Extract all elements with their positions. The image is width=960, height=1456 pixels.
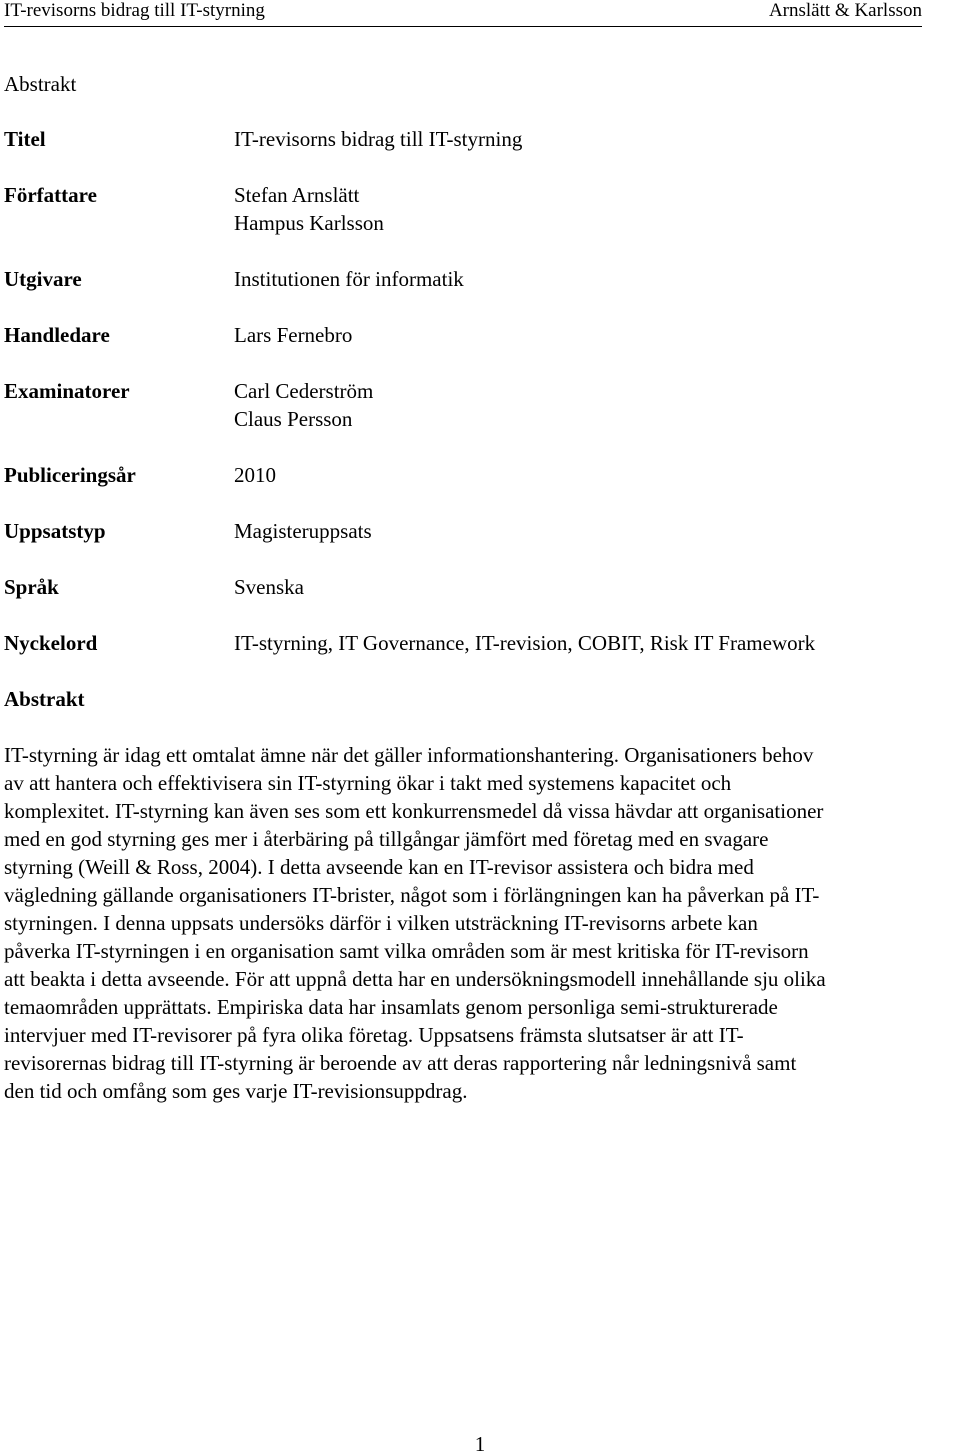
abstract-line: temaområden upprättats. Empiriska data har insamlats genom personliga semi-strukturerade — [4, 995, 778, 1019]
meta-label-nyckelord: Nyckelord — [4, 631, 98, 655]
abstract-line: revisorernas bidrag till IT-styrning är beroende av att deras rapportering når ledningsnivå samt — [4, 1051, 797, 1075]
abstract-line: IT-styrning är idag ett omtalat ämne när det gäller informationshantering. Organisationers behov — [4, 743, 814, 767]
meta-label-examinatorer: Examinatorer — [4, 379, 130, 403]
meta-label-handledare: Handledare — [4, 323, 110, 347]
meta-value-utgivare: Institutionen för informatik — [234, 267, 464, 291]
abstract-line: att beakta i detta avseende. För att uppnå detta har en undersökningsmodell innehållande sju olika — [4, 967, 826, 991]
abstract-line: vägledning gällande organisationers IT-brister, något som i förlängningen kan ha påverkan på IT- — [4, 883, 820, 907]
abstract-body — [4, 741, 956, 1105]
meta-value-handledare: Lars Fernebro — [234, 323, 353, 347]
running-header — [4, 0, 922, 27]
abstract-line: av att hantera och effektivisera sin IT-styrning ökar i takt med systemens kapacitet och — [4, 771, 732, 795]
abstract-line: intervjuer med IT-revisorer på fyra olika företag. Uppsatsens främsta slutsatser är att IT- — [4, 1023, 744, 1047]
abstract-heading: Abstrakt — [4, 687, 85, 711]
meta-value-titel: IT-revisorns bidrag till IT-styrning — [234, 127, 523, 151]
meta-value-sprak: Svenska — [234, 575, 304, 599]
meta-label-forfattare: Författare — [4, 183, 97, 207]
page-number: 1 — [474, 1432, 486, 1456]
meta-label-publiceringsar: Publiceringsår — [4, 463, 136, 487]
abstract-line: påverka IT-styrningen i en organisation samt vilka områden som är mest kritiska för IT-revisorn — [4, 939, 809, 963]
meta-label-titel: Titel — [4, 127, 46, 151]
header-authors: Arnslätt & Karlsson — [768, 0, 922, 21]
meta-value-examinatorer: Carl Cederström Claus Persson — [234, 379, 374, 431]
page-heading: Abstrakt — [4, 72, 77, 96]
meta-value-forfattare: Stefan Arnslätt Hampus Karlsson — [234, 183, 384, 235]
abstract-line: komplexitet. IT-styrning kan även ses som ett konkurrensmedel då vissa hävdar att organisationer — [4, 799, 824, 823]
abstract-line: styrningen. I denna uppsats undersöks därför i vilken utsträckning IT-revisorns arbete kan — [4, 911, 758, 935]
meta-value-publiceringsar: 2010 — [234, 463, 276, 487]
abstract-line: styrning (Weill & Ross, 2004). I detta avseende kan en IT-revisor assistera och bidra med — [4, 855, 754, 879]
abstract-line: den tid och omfång som ges varje IT-revisionsuppdrag. — [4, 1079, 468, 1103]
meta-label-utgivare: Utgivare — [4, 267, 82, 291]
header-title: IT-revisorns bidrag till IT-styrning — [4, 0, 265, 21]
meta-label-uppsatstyp: Uppsatstyp — [4, 519, 106, 543]
meta-label-sprak: Språk — [4, 575, 59, 599]
meta-value-nyckelord: IT-styrning, IT Governance, IT-revision, COBIT, Risk IT Framework — [234, 631, 816, 655]
meta-value-uppsatstyp: Magisteruppsats — [234, 519, 372, 543]
abstract-line: med en god styrning ges mer i återbäring på tillgångar jämfört med företag med en svagare — [4, 827, 769, 851]
